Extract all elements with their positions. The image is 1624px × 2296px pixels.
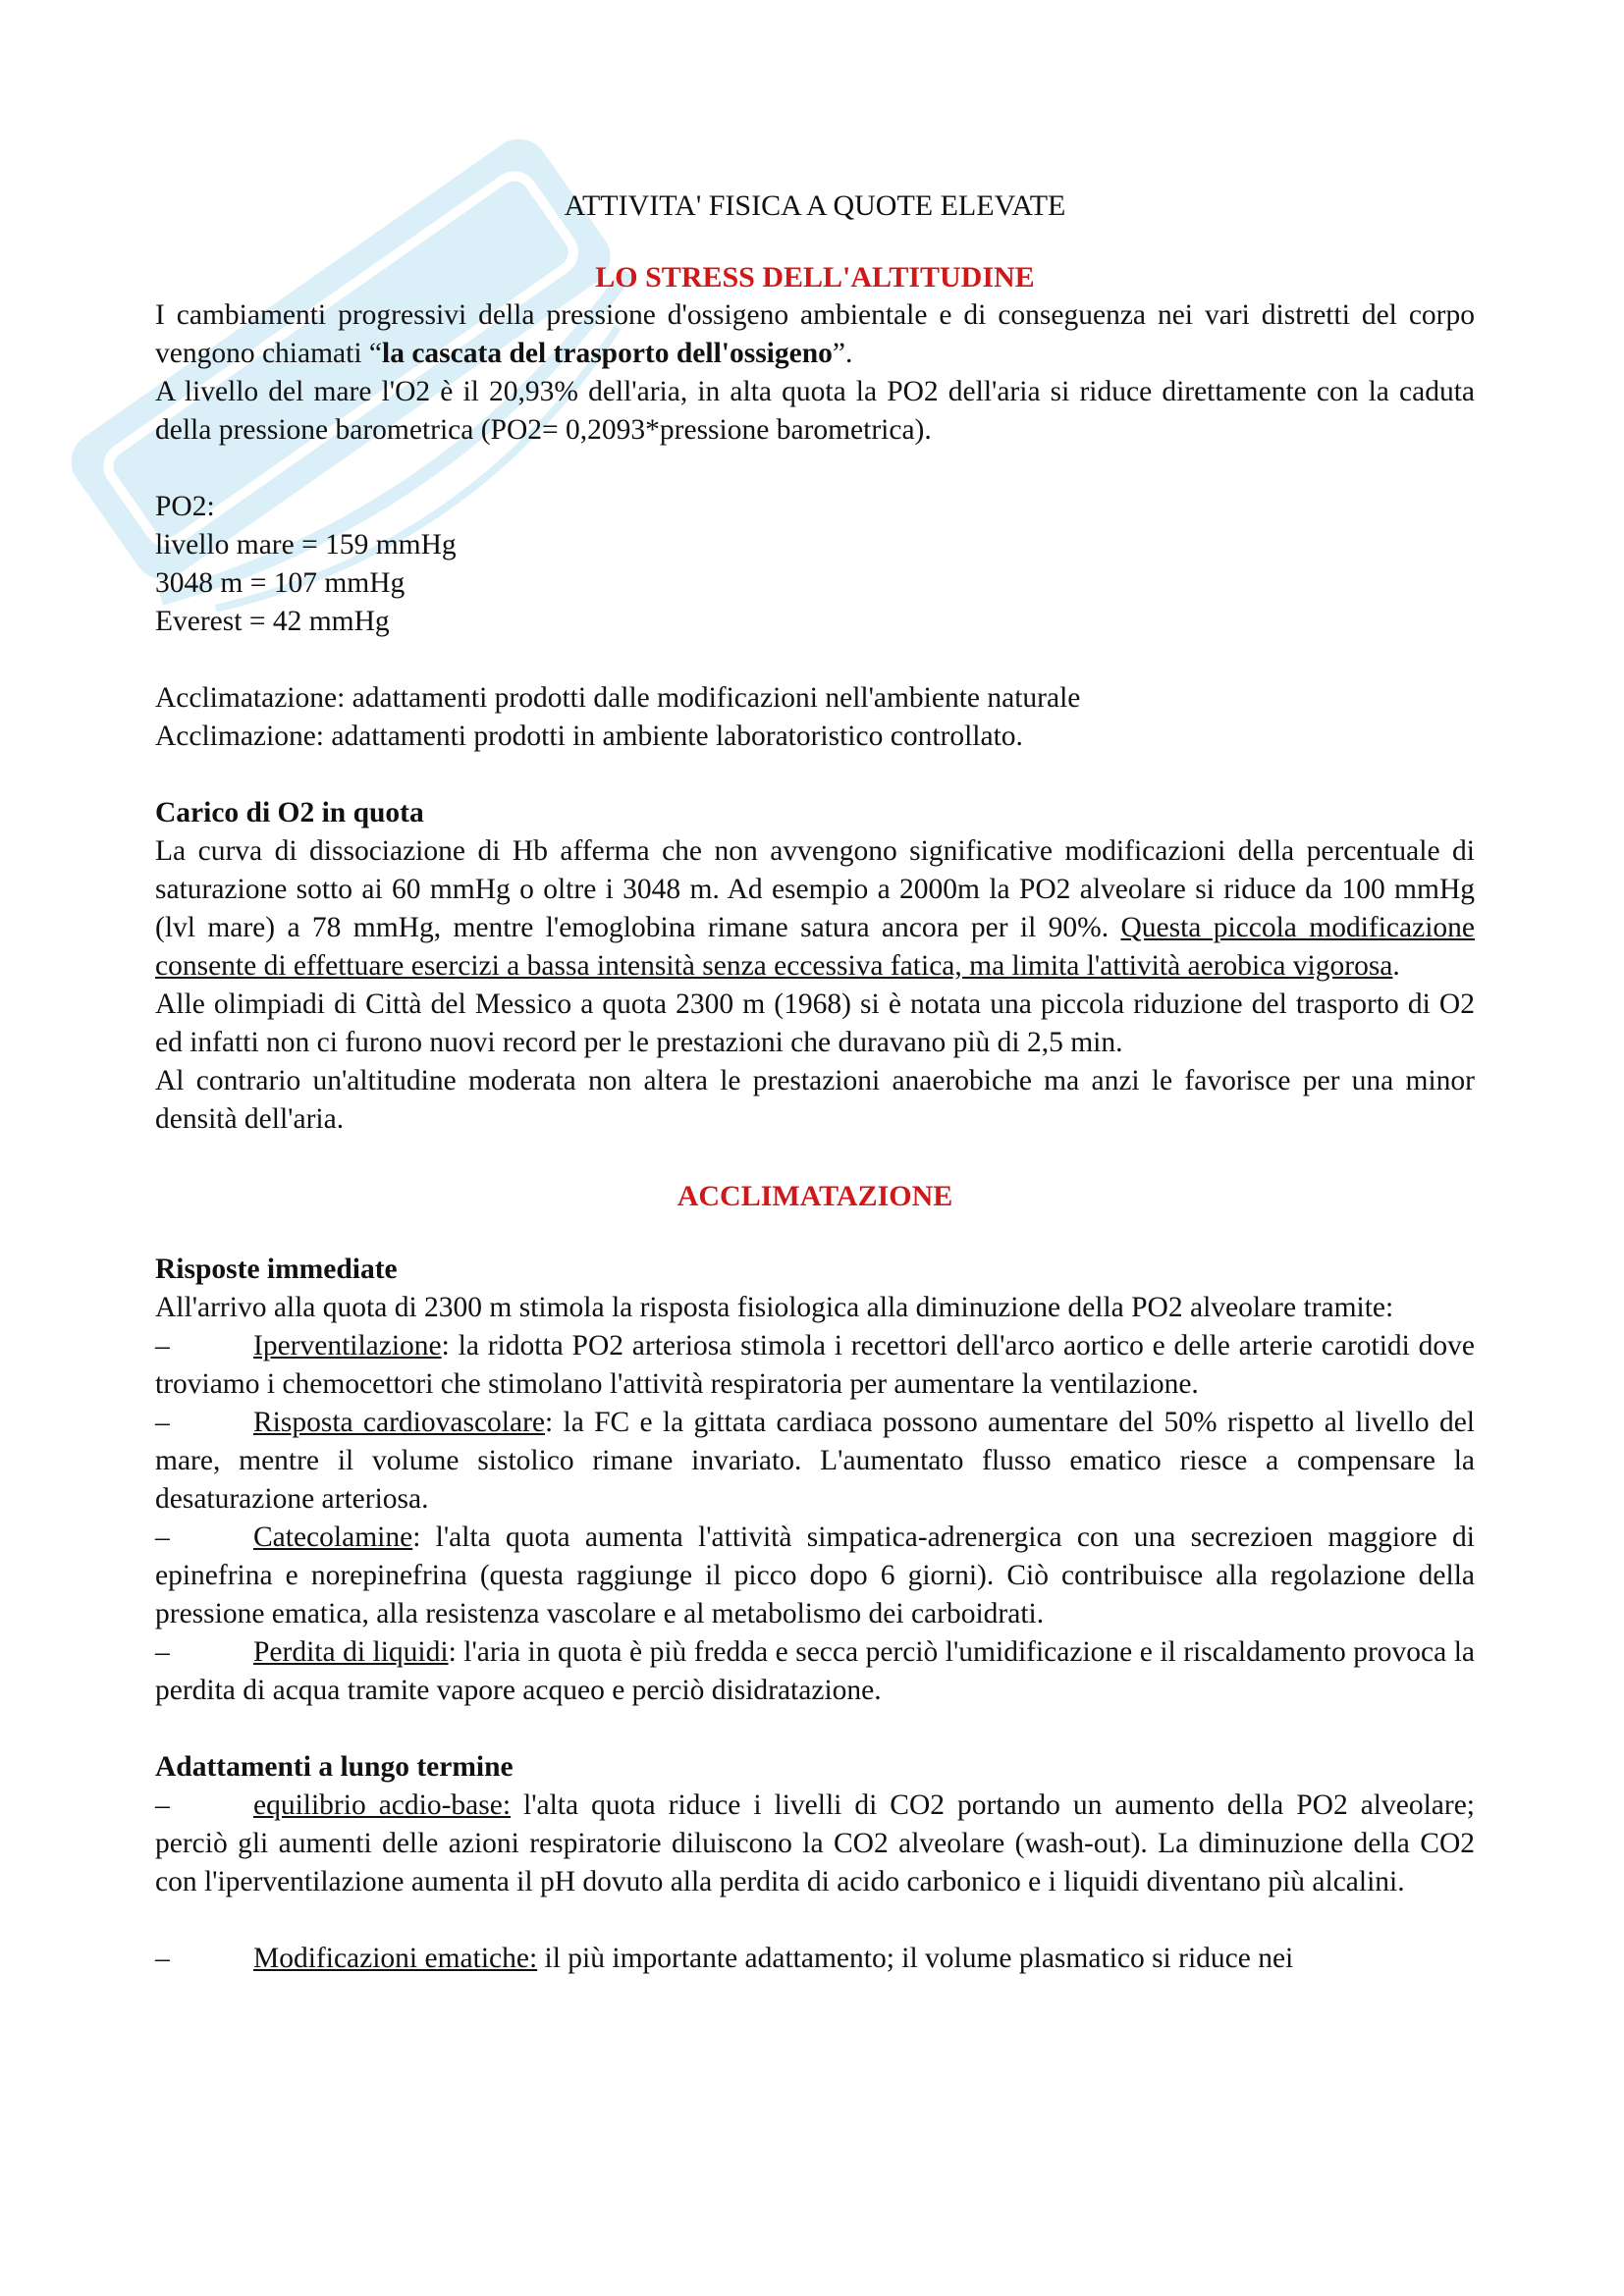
list-item: – Catecolamine: l'alta quota aumenta l'attività simpatica-adrenergica con una secrezioen maggiore di epinefrina e norepinefrina (questa raggiunge il picco dopo 6 giorni). Ciò contribuisce alla regolazione della pressione ematica, alla resistenza vascolare e al metabolismo dei carboidrati. bbox=[155, 1519, 1475, 1633]
term-catecolamine: Catecolamine bbox=[253, 1522, 413, 1553]
term-perdita-liquidi: Perdita di liquidi bbox=[253, 1636, 449, 1668]
section-heading-altitude-stress: LO STRESS DELL'ALTITUDINE bbox=[595, 261, 1035, 294]
dash-marker: – bbox=[155, 1522, 170, 1553]
list-item: – Risposta cardiovascolare: la FC e la gittata cardiaca possono aumentare del 50% rispetto al livello del mare, mentre il volume sistolico rimane invariato. L'aumentato flusso ematico riesce a compensare la desaturazione arteriosa. bbox=[155, 1404, 1475, 1519]
paragraph-moderate-altitude: Al contrario un'altitudine moderata non altera le prestazioni anaerobiche ma anzi le favorisce per una minor densità dell'aria. bbox=[155, 1065, 1475, 1135]
list-item: – Iperventilazione: la ridotta PO2 arteriosa stimola i recettori dell'arco aortico e delle arterie carotidi dove troviamo i chemocettori che stimolano l'attività respiratoria per aumentare la ventilazione. bbox=[155, 1327, 1475, 1404]
definition-acclimazione: Acclimazione: adattamenti prodotti in ambiente laboratoristico controllato. bbox=[155, 721, 1023, 752]
term-risposta-cardiovascolare: Risposta cardiovascolare bbox=[253, 1407, 546, 1438]
paragraph-dissociation-curve: La curva di dissociazione di Hb afferma che non avvengono significative modificazioni della percentuale di saturazione sotto ai 60 mmHg o oltre i 3048 m. Ad esempio a 2000m la PO2 alveolare si riduce da 100 mmHg (lvl mare) a 78 mmHg, mentre l'emoglobina rimane satura ancora per il 90%. Questa piccola modificazione consente di effettuare esercizi a bassa intensità senza eccessiva fatica, ma limita l'attività aerobica vigorosa. bbox=[155, 835, 1475, 982]
subheading-carico-o2: Carico di O2 in quota bbox=[155, 797, 424, 828]
po2-value-3048m: 3048 m = 107 mmHg bbox=[155, 567, 406, 599]
list-item: – Modificazioni ematiche: il più importante adattamento; il volume plasmatico si riduce nei bbox=[155, 1940, 1475, 1978]
po2-label: PO2: bbox=[155, 491, 215, 522]
definition-acclimatazione: Acclimatazione: adattamenti prodotti dalle modificazioni nell'ambiente naturale bbox=[155, 682, 1081, 714]
dash-marker: – bbox=[155, 1636, 170, 1668]
underlined-statement: Questa piccola modificazione consente di effettuare esercizi a bassa intensità senza eccessiva fatica, ma limita l'attività aerobica vigorosa bbox=[155, 912, 1475, 982]
dash-marker: – bbox=[155, 1407, 170, 1438]
paragraph-oxygen-cascade: I cambiamenti progressivi della pressione d'ossigeno ambientale e di conseguenza nei vari distretti del corpo vengono chiamati “la cascata del trasporto dell'ossigeno”. bbox=[155, 299, 1475, 369]
subheading-long-term: Adattamenti a lungo termine bbox=[155, 1751, 514, 1783]
document-page bbox=[155, 187, 1475, 1978]
po2-value-everest: Everest = 42 mmHg bbox=[155, 606, 390, 637]
dash-marker: – bbox=[155, 1789, 170, 1821]
paragraph-immediate-intro: All'arrivo alla quota di 2300 m stimola la risposta fisiologica alla diminuzione della PO2 alveolare tramite: bbox=[155, 1292, 1394, 1323]
paragraph-sea-level-oxygen: A livello del mare l'O2 è il 20,93% dell'aria, in alta quota la PO2 dell'aria si riduce direttamente con la caduta della pressione barometrica (PO2= 0,2093*pressione barometrica). bbox=[155, 376, 1475, 446]
po2-value-sea-level: livello mare = 159 mmHg bbox=[155, 529, 457, 561]
paragraph-mexico-olympics: Alle olimpiadi di Città del Messico a quota 2300 m (1968) si è notata una piccola riduzione del trasporto di O2 ed infatti non ci furono nuovi record per le prestazioni che duravano più di 2,5 min. bbox=[155, 988, 1475, 1058]
bold-term-oxygen-cascade: la cascata del trasporto dell'ossigeno bbox=[382, 338, 833, 369]
subheading-immediate-responses: Risposte immediate bbox=[155, 1254, 398, 1285]
term-modificazioni-ematiche: Modificazioni ematiche: bbox=[253, 1943, 538, 1974]
list-item: – Perdita di liquidi: l'aria in quota è più fredda e secca perciò l'umidificazione e il riscaldamento provoca la perdita di acqua tramite vapore acqueo e perciò disidratazione. bbox=[155, 1633, 1475, 1710]
list-item: – equilibrio acdio-base: l'alta quota riduce i livelli di CO2 portando un aumento della PO2 alveolare; perciò gli aumenti delle azioni respiratorie diluiscono la CO2 alveolare (wash-out). La diminuzione della CO2 con l'iperventilazione aumenta il pH dovuto alla perdita di acido carbonico e i liquidi diventano più alcalini. bbox=[155, 1787, 1475, 1901]
dash-marker: – bbox=[155, 1943, 170, 1974]
term-iperventilazione: Iperventilazione bbox=[253, 1330, 442, 1362]
document-title: ATTIVITA' FISICA A QUOTE ELEVATE bbox=[564, 189, 1066, 222]
section-heading-acclimatazione: ACCLIMATAZIONE bbox=[677, 1180, 953, 1212]
dash-marker: – bbox=[155, 1330, 170, 1362]
term-equilibrio-acido-base: equilibrio acdio-base: bbox=[253, 1789, 512, 1821]
